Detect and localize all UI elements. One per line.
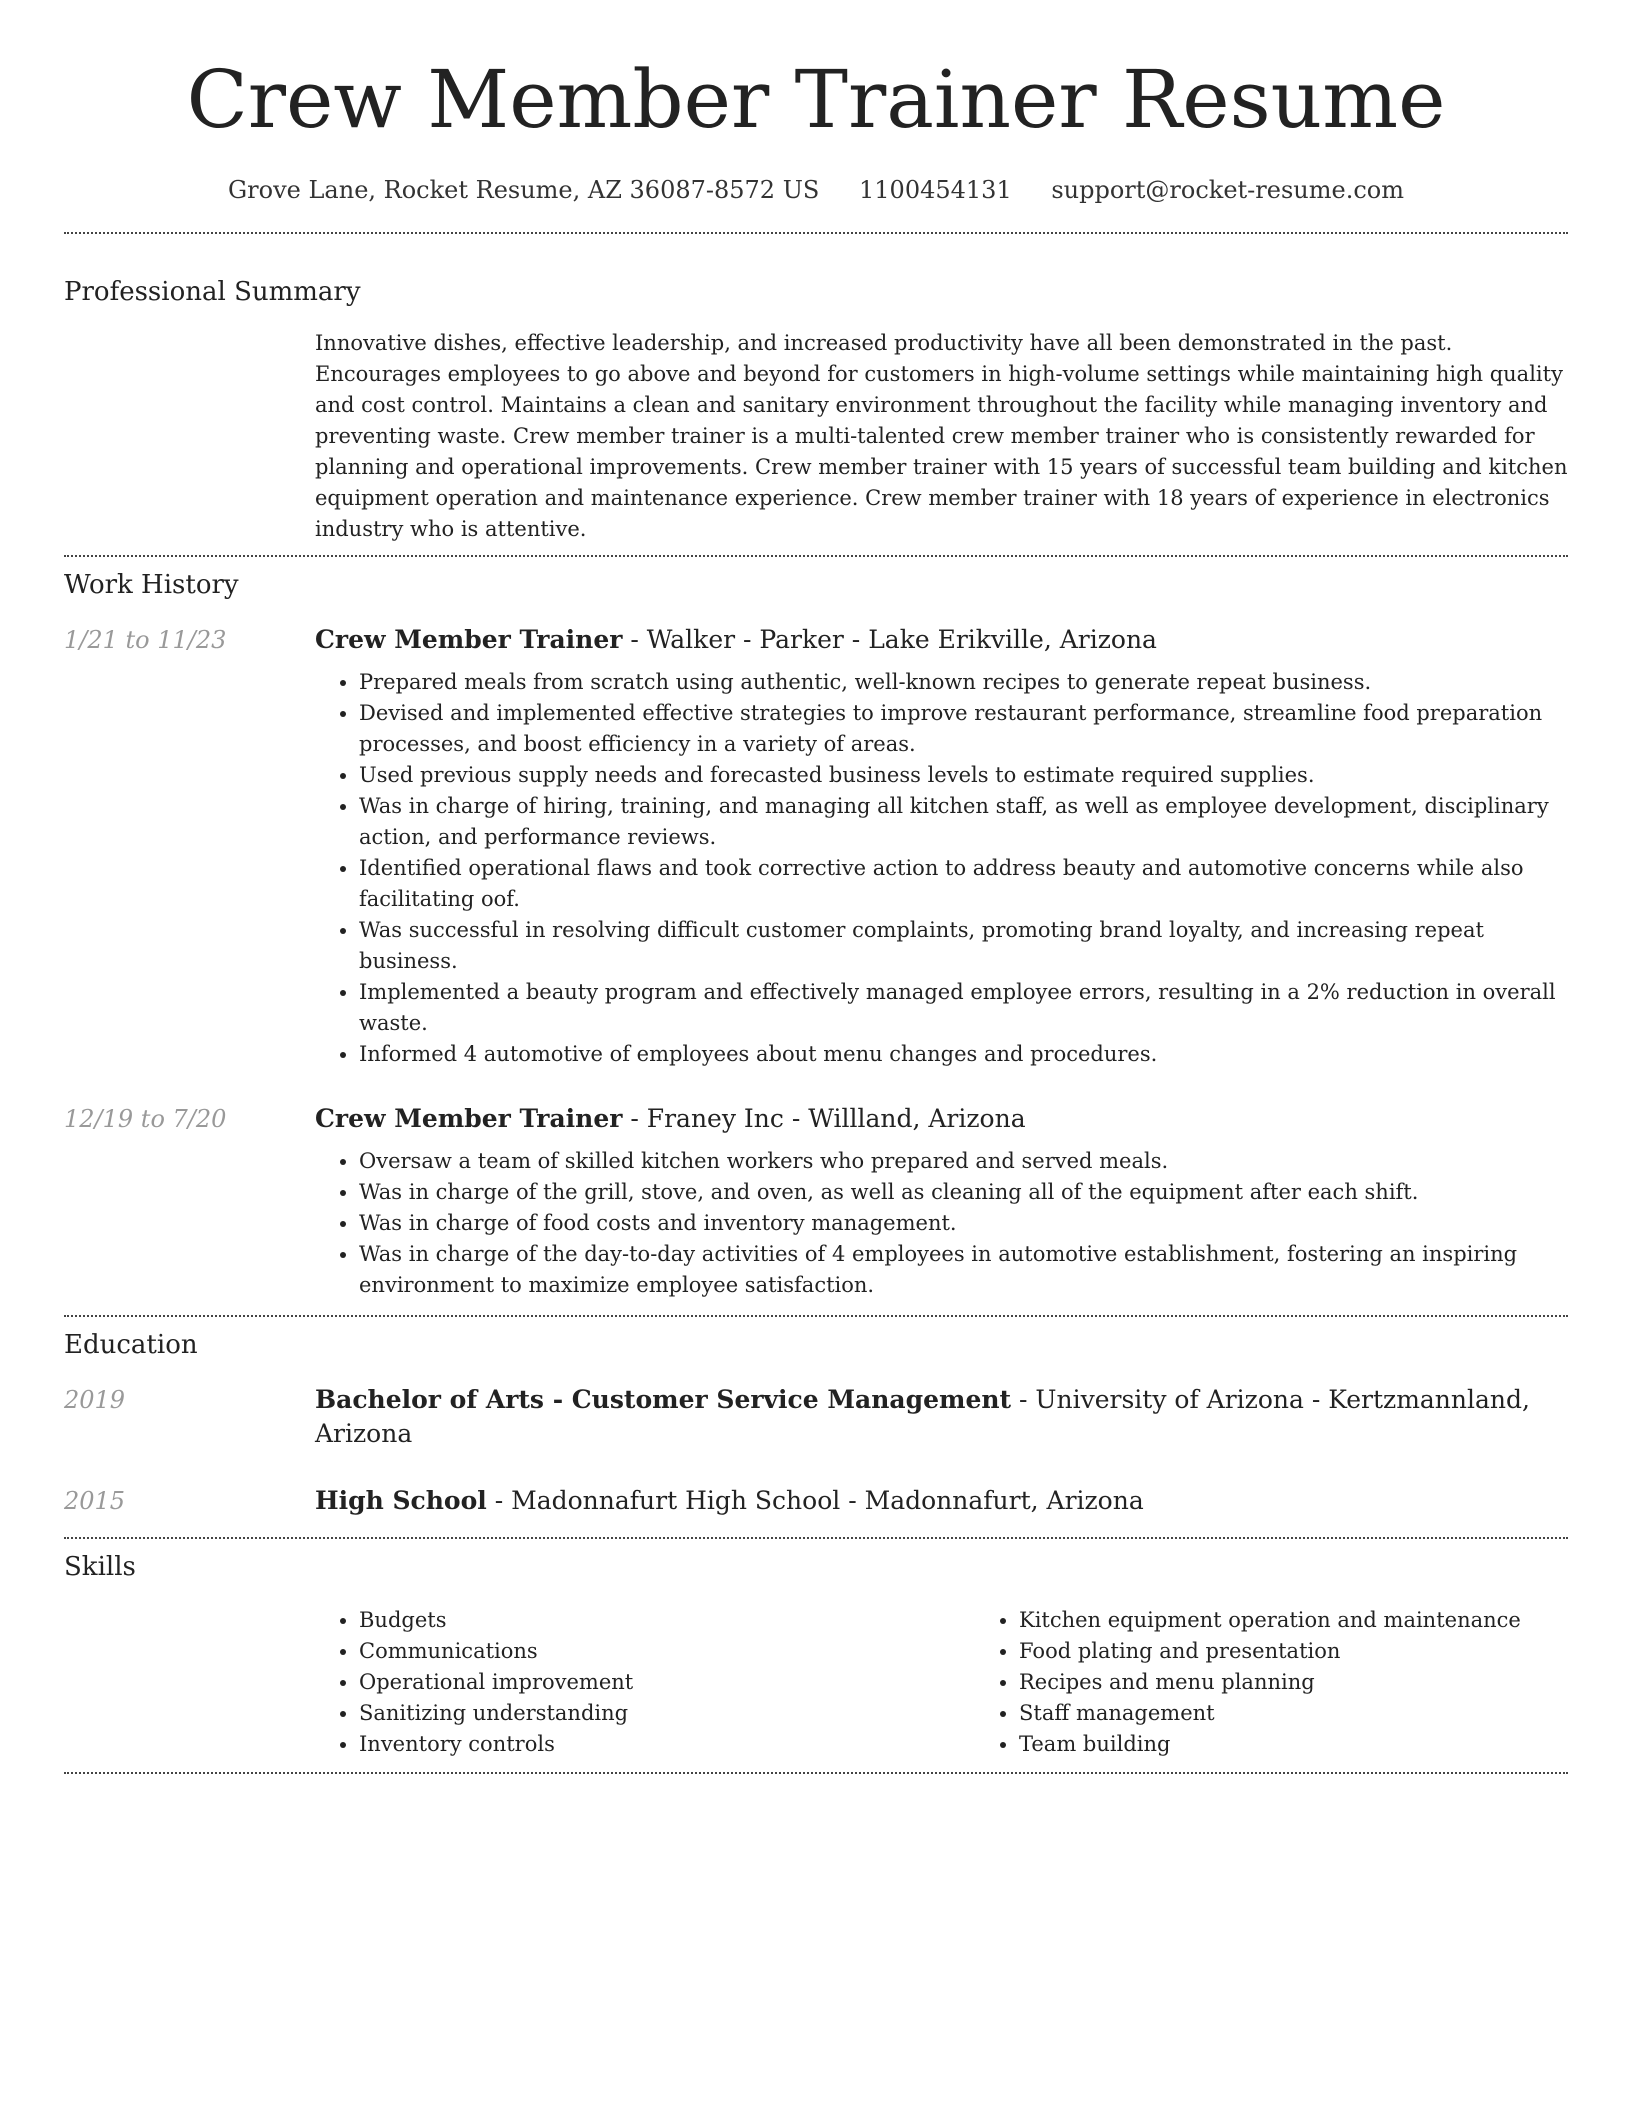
job-employer: - Franey Inc - Willland, Arizona <box>622 1104 1026 1133</box>
list-item: • Devised and implemented effective strategies to improve restaurant performance, streamline food preparation processes, and boost efficiency in a variety of areas. <box>359 698 1568 760</box>
list-item: • Prepared meals from scratch using authentic, well-known recipes to generate repeat business. <box>359 667 1568 698</box>
education-heading: Education <box>64 1330 198 1360</box>
skill-item: • Budgets <box>359 1605 975 1636</box>
job-employer: - Walker - Parker - Lake Erikville, Arizona <box>622 625 1157 654</box>
list-item: • Used previous supply needs and forecasted business levels to estimate required supplies. <box>359 760 1568 791</box>
education-school: - University of Arizona - Kertzmannland, Arizona <box>315 1385 1530 1448</box>
divider <box>64 1772 1568 1774</box>
job-entry <box>64 1102 1568 1301</box>
education-entry <box>64 1383 1568 1451</box>
education-degree: High School <box>315 1486 487 1515</box>
skill-item: • Inventory controls <box>359 1729 975 1760</box>
education-detail <box>315 1484 1568 1518</box>
education-year: 2015 <box>64 1487 126 1515</box>
list-item: • Implemented a beauty program and effectively managed employee errors, resulting in a 2% reduction in overall waste. <box>359 977 1568 1039</box>
education-detail <box>315 1383 1568 1451</box>
skill-item: • Sanitizing understanding <box>359 1698 975 1729</box>
summary-heading: Professional Summary <box>64 277 361 307</box>
skill-item: • Food plating and presentation <box>1019 1636 1632 1667</box>
list-item: • Was in charge of the day-to-day activities of 4 employees in automotive establishment, fostering an inspiring environment to maximize employee satisfaction. <box>359 1239 1568 1301</box>
job-role: Crew Member Trainer <box>315 625 623 654</box>
skills-list-right <box>975 1605 1632 1760</box>
skill-item: • Recipes and menu planning <box>1019 1667 1632 1698</box>
work-history-heading: Work History <box>64 570 239 600</box>
summary-text: Innovative dishes, effective leadership, and increased productivity have all been demonstrated in the past. Encourages employees to go above and beyond for customers in high-volume settings while maintaining high quality and cost control. Maintains a clean and sanitary environment throughout the facility while managing inventory and preventing waste. Crew member trainer is a multi-talented crew member trainer who is consistently rewarded for planning and operational improvements. Crew member trainer with 15 years of successful team building and kitchen equipment operation and maintenance experience. Crew member trainer with 18 years of experience in electronics industry who is attentive. <box>315 331 1568 541</box>
education-school: - Madonnafurt High School - Madonnafurt, Arizona <box>486 1486 1144 1515</box>
education-entry <box>64 1484 1568 1518</box>
job-title <box>315 623 1568 657</box>
job-bullets <box>315 667 1568 1070</box>
list-item: • Was successful in resolving difficult customer complaints, promoting brand loyalty, and increasing repeat business. <box>359 915 1568 977</box>
skill-item: • Operational improvement <box>359 1667 975 1698</box>
list-item: • Identified operational flaws and took corrective action to address beauty and automotive concerns while also facilitating oof. <box>359 853 1568 915</box>
contact-line <box>64 172 1568 208</box>
education-degree: Bachelor of Arts - Customer Service Management <box>315 1385 1012 1414</box>
job-dates: 1/21 to 11/23 <box>64 626 227 654</box>
skill-item: • Staff management <box>1019 1698 1632 1729</box>
list-item: • Informed 4 automotive of employees about menu changes and procedures. <box>359 1039 1568 1070</box>
job-bullets <box>315 1146 1568 1301</box>
list-item: • Was in charge of food costs and inventory management. <box>359 1208 1568 1239</box>
skills-list-left <box>315 1605 975 1760</box>
list-item: • Oversaw a team of skilled kitchen workers who prepared and served meals. <box>359 1146 1568 1177</box>
job-dates: 12/19 to 7/20 <box>64 1105 227 1133</box>
divider <box>64 232 1568 234</box>
skill-item: • Communications <box>359 1636 975 1667</box>
skills-columns <box>315 1605 1632 1760</box>
skill-item: • Kitchen equipment operation and maintenance <box>1019 1605 1632 1636</box>
education-year: 2019 <box>64 1386 126 1414</box>
job-role: Crew Member Trainer <box>315 1104 623 1133</box>
address-text: Grove Lane, Rocket Resume, AZ 36087-8572 US <box>228 176 820 204</box>
divider <box>64 1537 1568 1539</box>
divider <box>64 555 1568 557</box>
job-entry <box>64 623 1568 1070</box>
page-title: Crew Member Trainer Resume <box>186 53 1446 146</box>
skill-item: • Team building <box>1019 1729 1632 1760</box>
phone-text: 1100454131 <box>859 176 1012 204</box>
job-title <box>315 1102 1568 1136</box>
divider <box>64 1315 1568 1317</box>
list-item: • Was in charge of the grill, stove, and oven, as well as cleaning all of the equipment after each shift. <box>359 1177 1568 1208</box>
list-item: • Was in charge of hiring, training, and managing all kitchen staff, as well as employee development, disciplinary action, and performance reviews. <box>359 791 1568 853</box>
summary-section <box>64 328 1568 545</box>
skills-heading: Skills <box>64 1552 136 1582</box>
skills-section <box>64 1605 1568 1760</box>
email-link[interactable]: support@rocket-resume.com <box>1051 176 1404 204</box>
